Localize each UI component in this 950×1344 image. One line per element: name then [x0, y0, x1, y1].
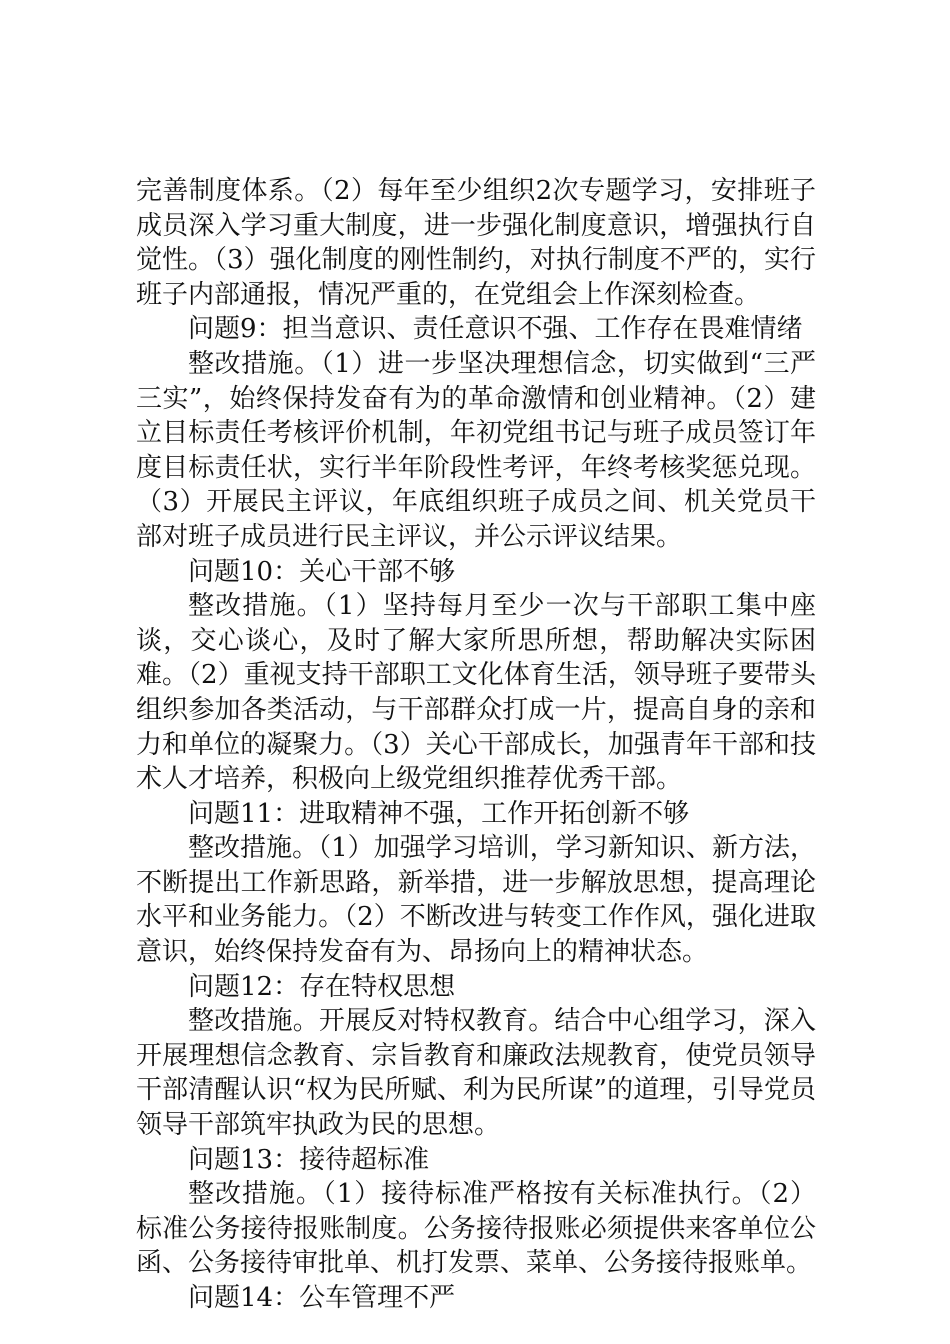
document-page: [136, 174, 816, 1316]
measure-paragraph-10: 整改措施。（1）坚持每月至少一次与干部职工集中座谈，交心谈心，及时了解大家所思所想，帮助解决实际困难。（2）重视支持干部职工文化体育生活，领导班子要带头组织参加各类活动，与干部群众打成一片，提高自身的亲和力和单位的凝聚力。（3）关心干部成长，加强青年干部和技术人才培养，积极向上级党组织推荐优秀干部。: [136, 591, 816, 795]
issue-heading-12: 问题12：存在特权思想: [188, 971, 456, 1002]
measure-paragraph-9: 整改措施。（1）进一步坚决理想信念，切实做到“三严三实”，始终保持发奋有为的革命激情和创业精神。（2）建立目标责任考核评价机制，年初党组书记与班子成员签订年度目标责任状，实行半年阶段性考评，年终考核奖惩兑现。（3）开展民主评议，年底组织班子成员之间、机关党员干部对班子成员进行民主评议，并公示评议结果。: [136, 348, 816, 552]
paragraph-continuation: 完善制度体系。（2）每年至少组织2次专题学习，安排班子成员深入学习重大制度，进一步强化制度意识，增强执行自觉性。（3）强化制度的刚性制约，对执行制度不严的，实行班子内部通报，情况严重的，在党组会上作深刻检查。: [136, 176, 816, 310]
issue-heading-9: 问题9：担当意识、责任意识不强、工作存在畏难情绪: [188, 314, 803, 345]
measure-paragraph-12: 整改措施。开展反对特权教育。结合中心组学习，深入开展理想信念教育、宗旨教育和廉政法规教育，使党员领导干部清醒认识“权为民所赋、利为民所谋”的道理，引导党员领导干部筑牢执政为民的思想。: [136, 1006, 816, 1141]
measure-paragraph-11: 整改措施。（1）加强学习培训，学习新知识、新方法，不断提出工作新思路，新举措，进一步解放思想，提高理论水平和业务能力。（2）不断改进与转变工作作风，强化进取意识，始终保持发奋有为、昂扬向上的精神状态。: [136, 833, 816, 968]
issue-heading-10: 问题10：关心干部不够: [188, 556, 456, 587]
issue-heading-14: 问题14：公车管理不严: [188, 1283, 456, 1313]
measure-paragraph-13: 整改措施。（1）接待标准严格按有关标准执行。（2）标准公务接待报账制度。公务接待报账必须提供来客单位公函、公务接待审批单、机打发票、菜单、公务接待报账单。: [136, 1179, 816, 1279]
issue-heading-13: 问题13：接待超标准: [188, 1144, 430, 1175]
issue-heading-11: 问题11：进取精神不强，工作开拓创新不够: [188, 798, 690, 829]
